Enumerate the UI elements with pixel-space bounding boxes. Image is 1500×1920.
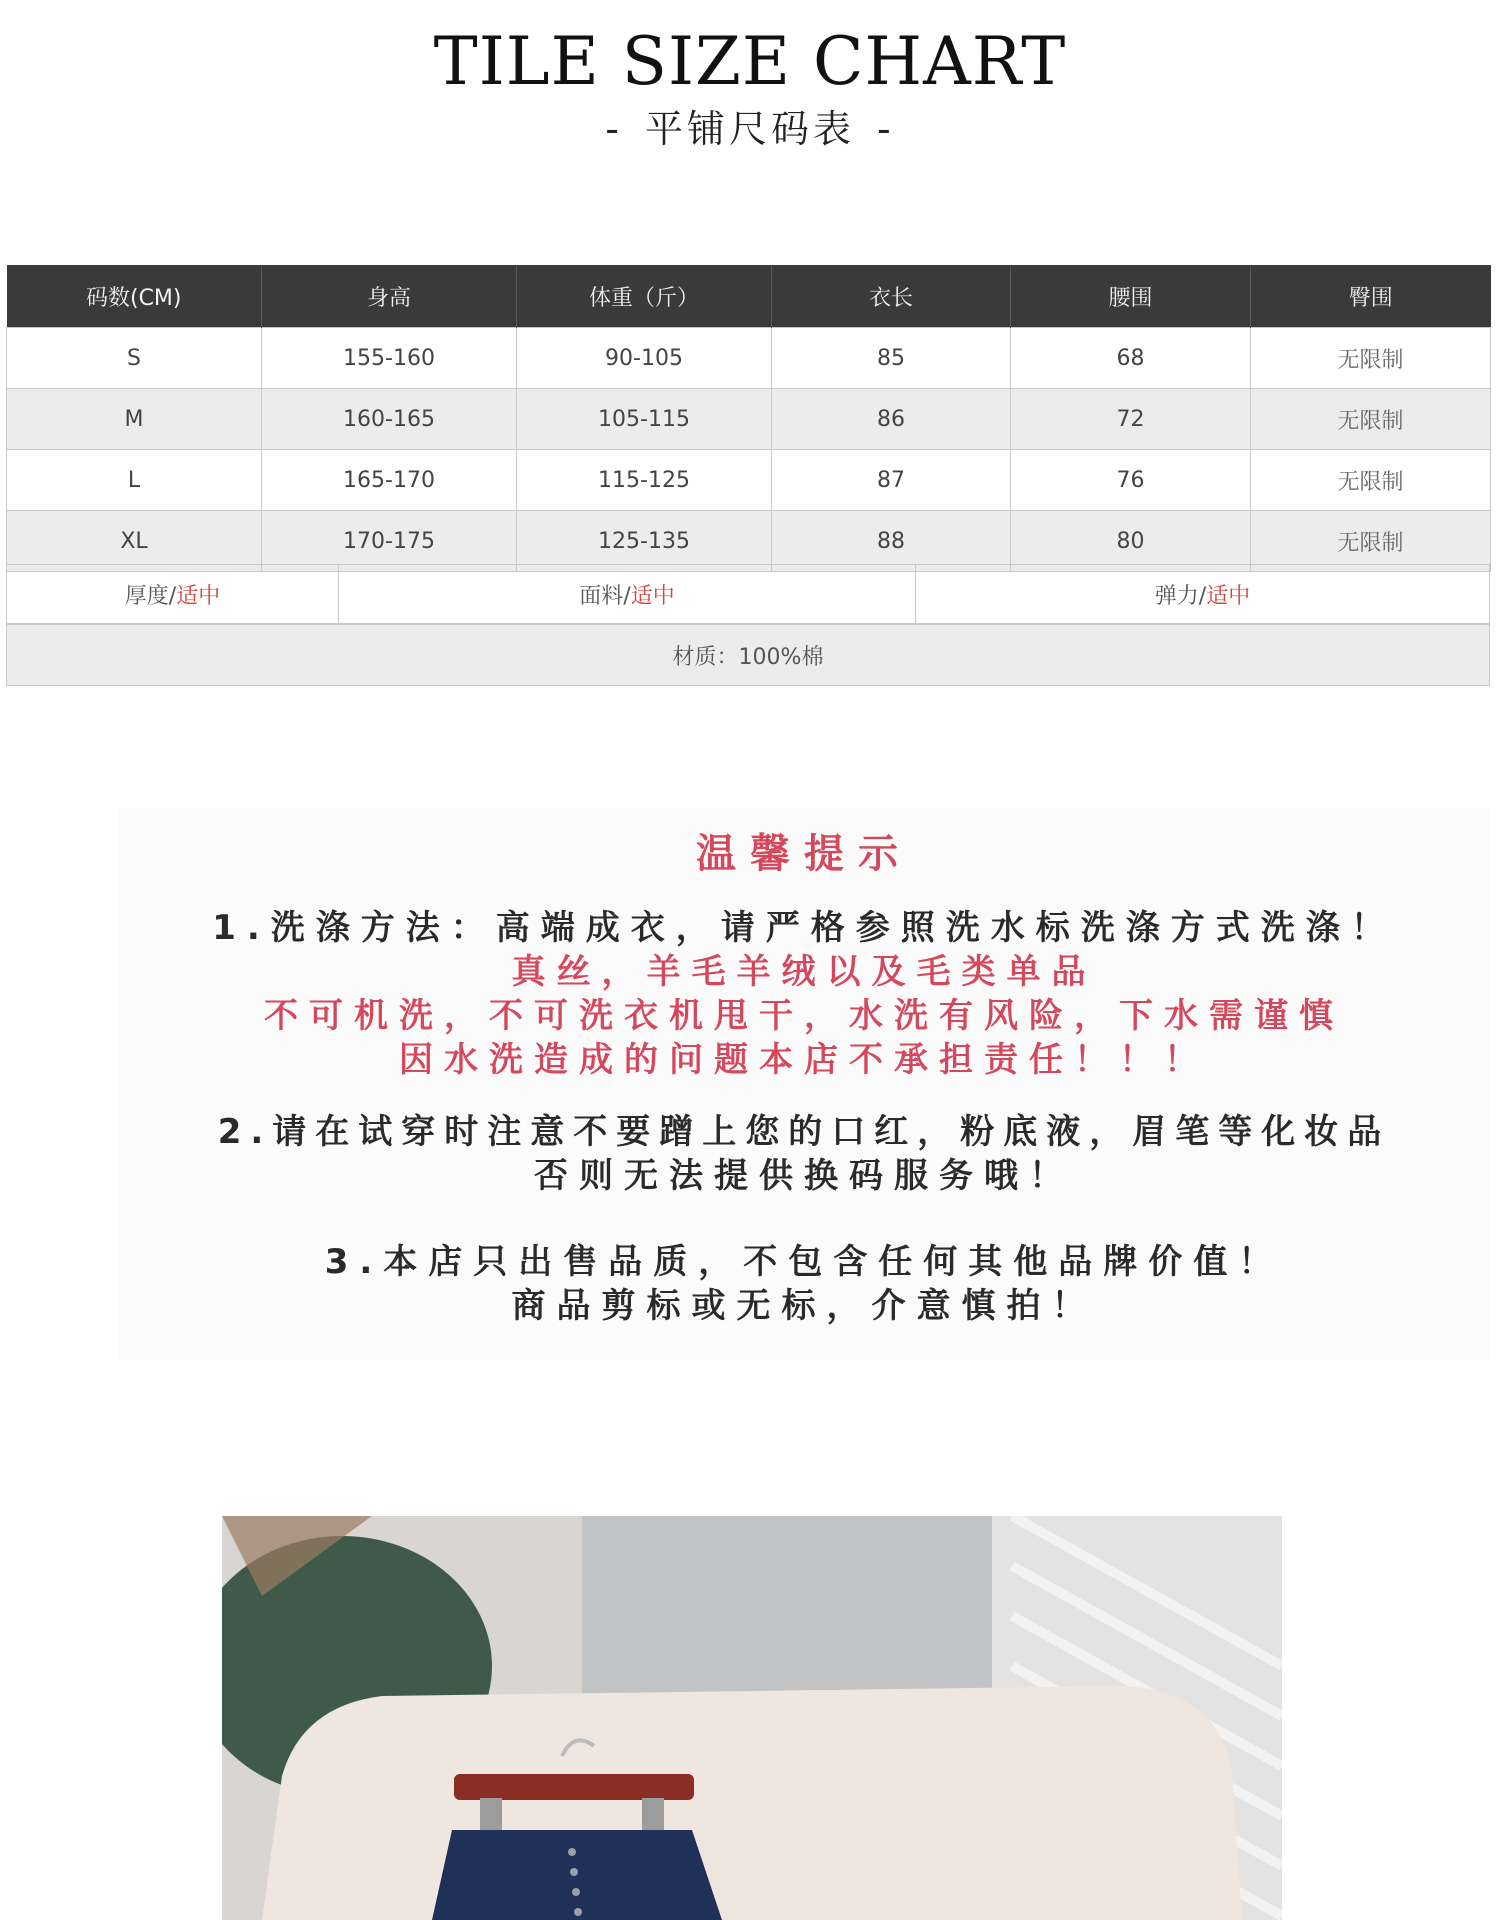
- cell-size: XL: [7, 511, 262, 572]
- column-header-height: 身高: [262, 265, 517, 328]
- notice-line: 2.请在试穿时注意不要蹭上您的口红，粉底液，眉笔等化妆品: [217, 1112, 1391, 1152]
- page-subtitle: [0, 104, 1500, 154]
- table-row: [7, 511, 1491, 572]
- material-row: 材质：100%棉: [6, 624, 1490, 686]
- sofa: [262, 1686, 1242, 1920]
- property-elasticity: [916, 565, 1489, 623]
- cell-size: M: [7, 389, 262, 450]
- cell-hip: 无限制: [1251, 389, 1491, 450]
- table-row: [7, 328, 1491, 389]
- notice-line: 1.洗涤方法：高端成衣，请严格参照洗水标洗涤方式洗涤！: [212, 908, 1396, 948]
- cell-length: 88: [772, 511, 1011, 572]
- denim-skirt: [432, 1830, 722, 1920]
- cell-length: 87: [772, 450, 1011, 511]
- property-value: 适中: [1206, 583, 1251, 609]
- notice-line: 因水洗造成的问题本店不承担责任！！！: [399, 1040, 1209, 1080]
- cell-waist: 68: [1011, 328, 1251, 389]
- column-header-hip: 臀围: [1251, 265, 1491, 328]
- notice-heading: 温馨提示: [696, 831, 912, 877]
- property-label: 厚度/: [124, 583, 177, 609]
- cell-length: 85: [772, 328, 1011, 389]
- property-thickness: [7, 565, 339, 623]
- table-row: [7, 389, 1491, 450]
- column-header-length: 衣长: [772, 265, 1011, 328]
- cell-hip: 无限制: [1251, 328, 1491, 389]
- cell-length: 86: [772, 389, 1011, 450]
- cell-weight: 105-115: [517, 389, 772, 450]
- cell-waist: 72: [1011, 389, 1251, 450]
- property-value: 适中: [176, 583, 221, 609]
- cell-height: 155-160: [262, 328, 517, 389]
- property-label: 面料/: [579, 583, 631, 609]
- property-value: 适中: [630, 583, 675, 609]
- property-fabric: [339, 565, 916, 623]
- column-header-size: 码数(CM): [7, 265, 262, 328]
- cell-hip: 无限制: [1251, 450, 1491, 511]
- cell-hip: 无限制: [1251, 511, 1491, 572]
- subtitle-dash-left: -: [605, 107, 623, 151]
- product-photo: [222, 1516, 1282, 1920]
- care-notice: [118, 808, 1490, 1360]
- cell-waist: 80: [1011, 511, 1251, 572]
- cell-size: L: [7, 450, 262, 511]
- column-header-waist: 腰围: [1011, 265, 1251, 328]
- subtitle-text: 平铺尺码表: [644, 107, 855, 151]
- notice-line: 3.本店只出售品质，不包含任何其他品牌价值！: [324, 1242, 1284, 1282]
- notice-line: 否则无法提供换码服务哦！: [534, 1156, 1074, 1196]
- cell-weight: 125-135: [517, 511, 772, 572]
- notice-line: 真丝，羊毛羊绒以及毛类单品: [511, 952, 1097, 992]
- cell-height: 170-175: [262, 511, 517, 572]
- notice-line: 商品剪标或无标，介意慎拍！: [511, 1286, 1097, 1326]
- table-row: [7, 450, 1491, 511]
- cell-waist: 76: [1011, 450, 1251, 511]
- table-header-row: [7, 265, 1491, 328]
- property-label: 弹力/: [1154, 583, 1207, 609]
- cell-height: 160-165: [262, 389, 517, 450]
- hanger: [454, 1774, 694, 1800]
- fabric-properties-row: [6, 564, 1490, 624]
- notice-line: 不可机洗，不可洗衣机甩干，水洗有风险，下水需谨慎: [264, 996, 1344, 1036]
- size-table: [6, 265, 1491, 572]
- column-header-weight: 体重（斤）: [517, 265, 772, 328]
- product-photo-illustration: [222, 1516, 1282, 1920]
- cell-size: S: [7, 328, 262, 389]
- page-title: TILE SIZE CHART: [433, 23, 1067, 100]
- cell-height: 165-170: [262, 450, 517, 511]
- cell-weight: 115-125: [517, 450, 772, 511]
- subtitle-dash-right: -: [877, 107, 895, 151]
- cell-weight: 90-105: [517, 328, 772, 389]
